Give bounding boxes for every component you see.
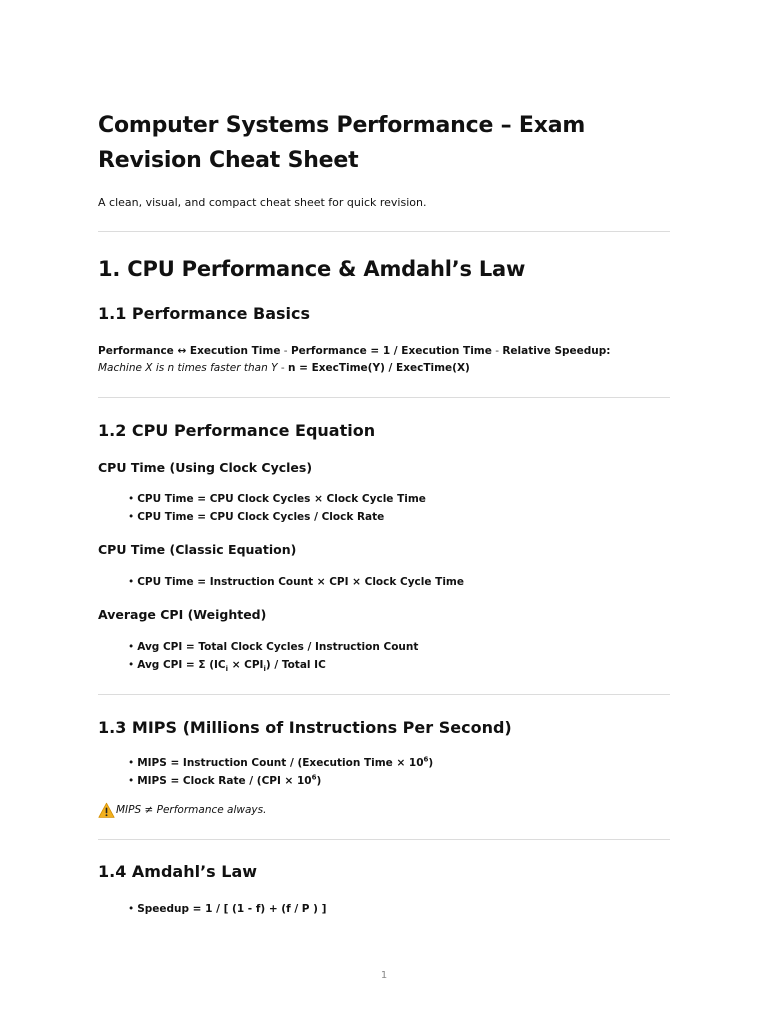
section-1-1-heading: 1.1 Performance Basics: [98, 304, 310, 323]
bullet: •: [128, 576, 135, 588]
cpu-time-classic-heading: CPU Time (Classic Equation): [98, 542, 297, 557]
separator: -: [277, 362, 288, 374]
performance-basics-part4: Machine X is n times faster than Y: [98, 362, 278, 374]
performance-basics-text: [98, 343, 670, 377]
divider: [98, 839, 670, 840]
list-item: • Avg CPI = Total Clock Cycles / Instruction Count: [128, 641, 419, 653]
list-item: • CPU Time = CPU Clock Cycles / Clock Rate: [128, 510, 385, 523]
document-title: Computer Systems Performance – Exam Revision Cheat Sheet: [98, 113, 586, 173]
section-1-2-heading: 1.2 CPU Performance Equation: [98, 421, 376, 440]
performance-basics-part5: n = ExecTime(Y) / ExecTime(X): [287, 362, 470, 374]
bullet: •: [128, 757, 135, 769]
bullet: •: [128, 493, 135, 505]
divider: [98, 231, 670, 232]
cpu-time-clock-cycles-list: [128, 491, 426, 526]
document-subtitle: A clean, visual, and compact cheat sheet for quick revision.: [98, 196, 427, 209]
section-1-4-heading: 1.4 Amdahl’s Law: [98, 862, 258, 881]
bullet: •: [128, 774, 135, 787]
list-item: • CPU Time = Instruction Count × CPI × Clock Cycle Time: [128, 576, 464, 588]
bullet: •: [128, 641, 135, 653]
bullet: •: [128, 903, 135, 915]
page-number: 1: [380, 970, 388, 981]
warning-text: MIPS ≠ Performance always.: [116, 804, 267, 816]
divider: [98, 694, 670, 695]
list-item: • Speedup = 1 / [ (1 - f) + (f / P ) ]: [128, 903, 327, 915]
warning-icon: [98, 802, 115, 819]
divider: [98, 397, 670, 398]
performance-basics-part1: Performance ↔ Execution Time: [98, 345, 281, 357]
list-item: • Avg CPI = Σ $(IC_i \times CPI_i)$ / Total IC: [128, 658, 326, 673]
bullet: •: [128, 658, 135, 671]
mips-warning: [98, 802, 266, 819]
list-item: • CPU Time = CPU Clock Cycles × Clock Cycle Time: [128, 493, 426, 505]
bullet: •: [128, 510, 135, 523]
amdahl-list: [128, 901, 326, 919]
separator: -: [280, 345, 291, 357]
list-item: • MIPS = Instruction Count / (Execution Time × $10^6$): [128, 755, 434, 769]
separator: -: [491, 345, 503, 357]
cpu-time-clock-cycles-heading: CPU Time (Using Clock Cycles): [98, 460, 313, 475]
avg-cpi-heading: Average CPI (Weighted): [98, 607, 267, 622]
list-item: • MIPS = Clock Rate / $(CPI \times 10^6)$: [128, 773, 322, 787]
avg-cpi-list: [128, 639, 418, 674]
section-1-3-heading: 1.3 MIPS (Millions of Instructions Per Second): [98, 718, 512, 737]
cpu-time-classic-list: [128, 574, 464, 592]
mips-list: [128, 755, 433, 790]
performance-basics-part2: Performance = 1 / Execution Time: [290, 345, 492, 357]
performance-basics-part3: Relative Speedup:: [502, 345, 611, 357]
section-1-heading: 1. CPU Performance & Amdahl’s Law: [98, 257, 526, 281]
